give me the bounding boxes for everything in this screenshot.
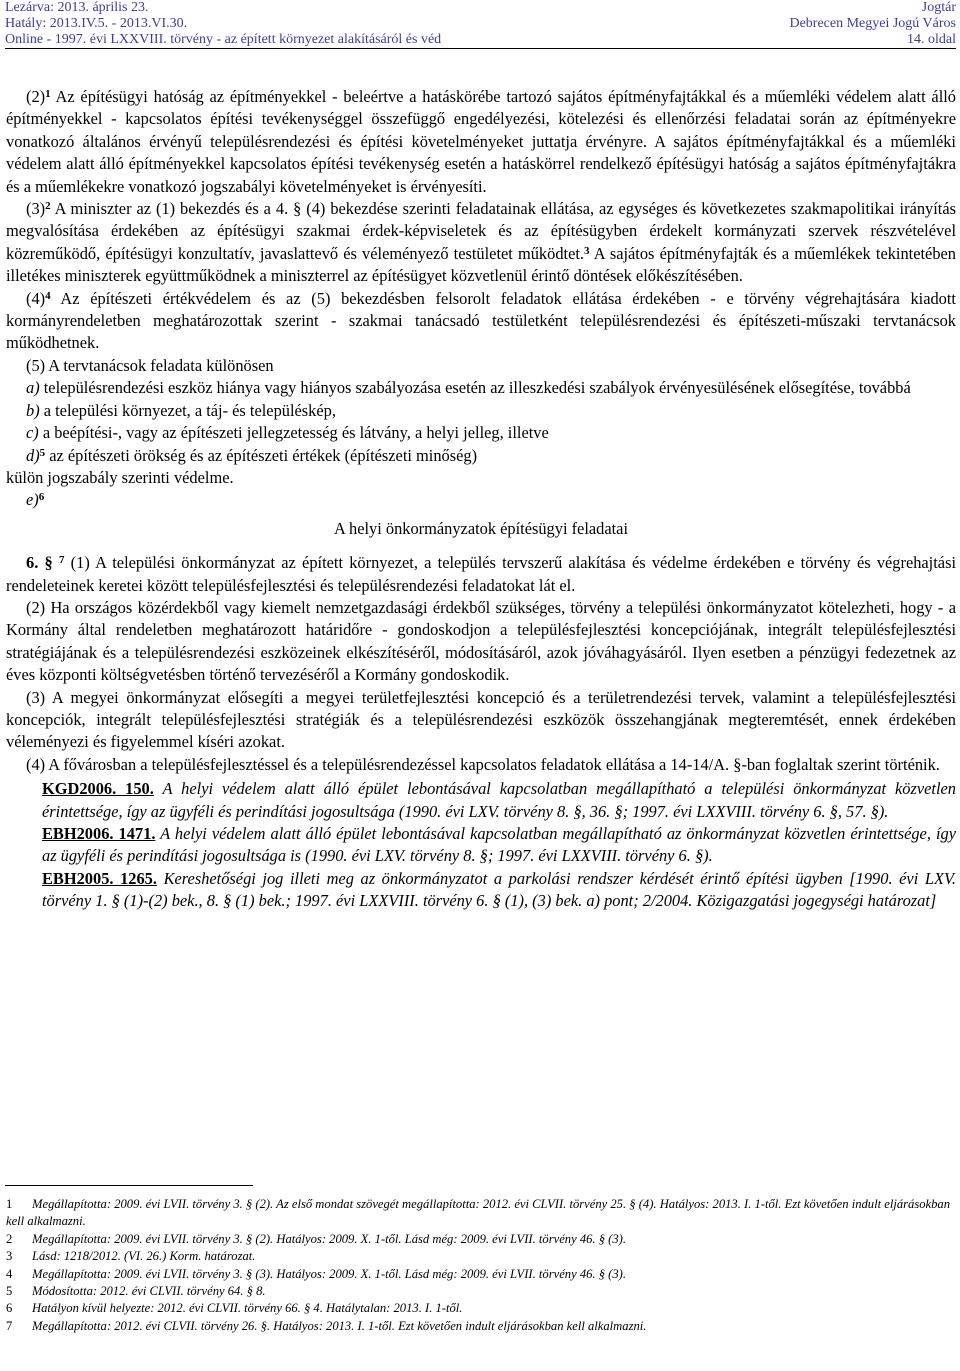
- paragraph-5-intro: (5) A tervtanácsok feladata különösen: [26, 355, 274, 375]
- footnote-divider: [5, 1185, 253, 1186]
- header-divider: [5, 48, 956, 49]
- footnote: 3 Lásd: 1218/2012. (VI. 26.) Korm. határozat.: [6, 1248, 956, 1265]
- footnote-ref[interactable]: 2: [45, 200, 51, 213]
- footnote: 2 Megállapította: 2009. évi LVII. törvény 3. § (2). Hatályos: 2009. X. 1-től. Lásd még: 2009. évi LVII. törvény 46. § (3).: [6, 1231, 956, 1248]
- paragraph-5-closing: külön jogszabály szerinti védelme.: [6, 467, 234, 487]
- paragraph-4: $(4)^4$ Az építészeti értékvédelem és az (5) bekezdésben felsorolt feladatok ellátása érdekében - e törvény végrehajtására kiadott kormányrendeletben meghatározottak szerint - szakmai tanácsadó testületként településrendezési és építészeti-műszaki tervtanácsok működhetnek.: [6, 288, 956, 353]
- header-document-title: Online - 1997. évi LXXVIII. törvény - az épített környezet alakításáról és véd: [5, 32, 442, 47]
- footnote: 7 Megállapította: 2012. évi CLVII. törvény 26. §. Hatályos: 2013. I. 1-től. Ezt követően indult eljárásokban kell alkalmazni.: [6, 1318, 956, 1335]
- section-title: A helyi önkormányzatok építésügyi feladatai: [333, 518, 629, 538]
- footnotes: [6, 1196, 956, 1335]
- footnote: 6 Hatályon kívül helyezte: 2012. évi CLVII. törvény 66. § 4. Hatálytalan: 2013. I. 1-től.: [6, 1300, 956, 1317]
- list-item-e: e)$^6$: [26, 490, 45, 510]
- case-law-entry: EBH2006. 1471. A helyi védelem alatt álló épület lebontásával kapcsolatban megállapítható az önkormányzat közvetlen érintettsége, így az ügyféli és perindítási jogosultsága is (1990. évi LXV. törvény 8. §; 1997. évi LXXVIII. törvény 6. §).: [42, 824, 956, 866]
- list-item-c: c) a beépítési-, vagy az építészeti jellegzetesség és látvány, a helyi jelleg, illetve: [26, 423, 549, 443]
- section-number: 6. §: [26, 553, 53, 573]
- footnote-number: 6: [6, 1301, 13, 1316]
- document-body: [6, 86, 956, 913]
- header-left: [5, 0, 441, 48]
- list-item-b: b) a települési környezet, a táj- és településkép,: [26, 400, 336, 420]
- footnote-ref[interactable]: 5: [39, 446, 46, 459]
- header-validity: Hatály: 2013.IV.5. - 2013.VI.30.: [5, 16, 188, 31]
- case-law-entry: KGD2006. 150. A helyi védelem alatt álló épület lebontásával kapcsolatban megállapítható a települési önkormányzat közvetlen érintettsége, így az ügyféli és perindítási jogosultsága (1990. évi LXV. törvény 8. §, 36. §; 1997. évi LXXVIII. törvény 6. §, 57. §).: [42, 779, 957, 821]
- header-closed-date: Lezárva: 2013. április 23.: [5, 0, 149, 15]
- footnote-number: 2: [6, 1231, 13, 1246]
- list-item-a: a) településrendezési eszköz hiánya vagy hiányos szabályozása esetén az illeszkedési szabályok érvényesülésének elősegítése, továbbá: [26, 378, 911, 398]
- paragraph-2: $(2)^1$ Az építésügyi hatóság az építményekkel - beleértve a hatáskörébe tartozó sajátos építményfajtákkal és a műemléki védelem alatt álló építményekkel - kapcsolatos építési tevékenységgel összefüggő engedélyezési, kötelezési és ellenőrzési feladatai során az építményekre vonatkozó általános érvényű településrendezési és építési követelményeket juttatja érvényre. A sajátos építményfajtákkal és a műemléki védelem alatt álló építményekkel kapcsolatos építési tevékenység esetén a hatáskörrel rendelkező építésügyi hatóság a sajátos építményfajtákra és a műemlékekre vonatkozó jogszabályi követelményeket is érvényesíti.: [6, 87, 956, 196]
- footnote-ref[interactable]: 4: [45, 289, 51, 302]
- case-law-link[interactable]: EBH2005. 1265.: [42, 868, 157, 888]
- footnote-number: 1: [6, 1197, 13, 1211]
- header-right: [789, 0, 956, 48]
- section-6-para-4: (4) A fővárosban a településfejlesztéssel és a településrendezéssel kapcsolatos feladatok ellátása a 14-14/A. §-ban foglaltak szerint történik.: [26, 754, 940, 774]
- header-licensee: Debrecen Megyei Jogú Város: [789, 16, 956, 31]
- paragraph-3: $(3)^2$ A miniszter az (1) bekezdés és a 4. § (4) bekezdése szerinti feladatainak ellátása, az egységes és következetes szakmapolitikai irányítás megvalósítása érdekében az építésügyi szakmai érdek-képviseletek és az építésügyben érdekelt kormányzati szervek részvételével közreműködő, építésügyi konzultatív, javaslattevő és véleményező testületet működtet.$^3$ A sajátos építményfajták és a műemlékek tekintetében illetékes miniszterek együttműködnek a miniszterrel az építésügyet közvetlenül érintő döntések előkészítésében.: [6, 199, 956, 286]
- case-law-link[interactable]: KGD2006. 150.: [42, 779, 154, 799]
- footnote: 4 Megállapította: 2009. évi LVII. törvény 3. § (3). Hatályos: 2009. X. 1-től. Lásd még: 2009. évi LVII. törvény 46. § (3).: [6, 1266, 956, 1283]
- header-brand: Jogtár: [921, 0, 956, 15]
- list-item-d: d)$^5$ az építészeti örökség és az építészeti értékek (építészeti minőség): [26, 445, 478, 465]
- section-6-para-1: 6. § $^7$ (1) A települési önkormányzat az épített környezet, a település tervszerű alakítása és védelme érdekében e törvény és végrehajtási rendeleteinek keretei között településfejlesztési és településrendezési feladatokat lát el.: [6, 553, 957, 595]
- footnote-number: 3: [6, 1249, 13, 1264]
- footnote-ref[interactable]: 7: [58, 554, 65, 567]
- footnote-number: 7: [6, 1318, 13, 1333]
- footnote-number: 5: [6, 1284, 13, 1299]
- case-law-entry: EBH2005. 1265. Kereshetőségi jog illeti meg az önkormányzatot a parkolási rendszer kérdését érintő építési ügyben [1990. évi LXV. törvény 1. § (1)-(2) bek., 8. § (1) bek.; 1997. évi LXXVIII. törvény 6. § (1), (3) bek. a) pont; 2/2004. Közigazgatási jogegységi határozat]: [42, 868, 956, 911]
- footnote-ref[interactable]: 1: [45, 88, 51, 100]
- footnote-ref[interactable]: 6: [38, 491, 45, 504]
- page-header: [0, 0, 960, 48]
- footnote-ref[interactable]: 3: [584, 244, 590, 257]
- header-page-number: 14. oldal: [907, 32, 956, 47]
- section-6-para-2: (2) Ha országos közérdekből vagy kiemelt nemzetgazdasági érdekből szükséges, törvény a települési önkormányzatot kötelezheti, hogy - a Kormány által rendeletben meghatározott határidőre - gondoskodjon a településfejlesztési koncepciójának, integrált településfejlesztési stratégiájának és a településrendezési eszközeinek elkészítéséről, módosításáról, azok jóváhagyásáról. Ilyen esetben a pénzügyi fedezetnek az éves központi költségvetésben történő tervezéséről a Kormány gondoskodik.: [6, 597, 956, 685]
- case-law-link[interactable]: EBH2006. 1471.: [42, 824, 156, 843]
- footnote: 5 Módosította: 2012. évi CLVII. törvény 64. § 8.: [6, 1283, 956, 1300]
- section-6-para-3: (3) A megyei önkormányzat elősegíti a megyei területfejlesztési koncepció és a területrendezési tervek, valamint a településfejlesztési koncepciók, integrált településfejlesztési stratégiák és a településrendezési eszközök összehangjának megteremtését, ennek érdekében véleményezi és figyelemmel kíséri azokat.: [6, 687, 956, 752]
- footnote-number: 4: [6, 1266, 13, 1281]
- footnote: 1 Megállapította: 2009. évi LVII. törvény 3. § (2). Az első mondat szövegét megállapította: 2012. évi CLVII. törvény 25. § (4). Hatályos: 2013. I. 1-től. Ezt követően indult eljárásokban kell alkalmazni.: [6, 1197, 951, 1229]
